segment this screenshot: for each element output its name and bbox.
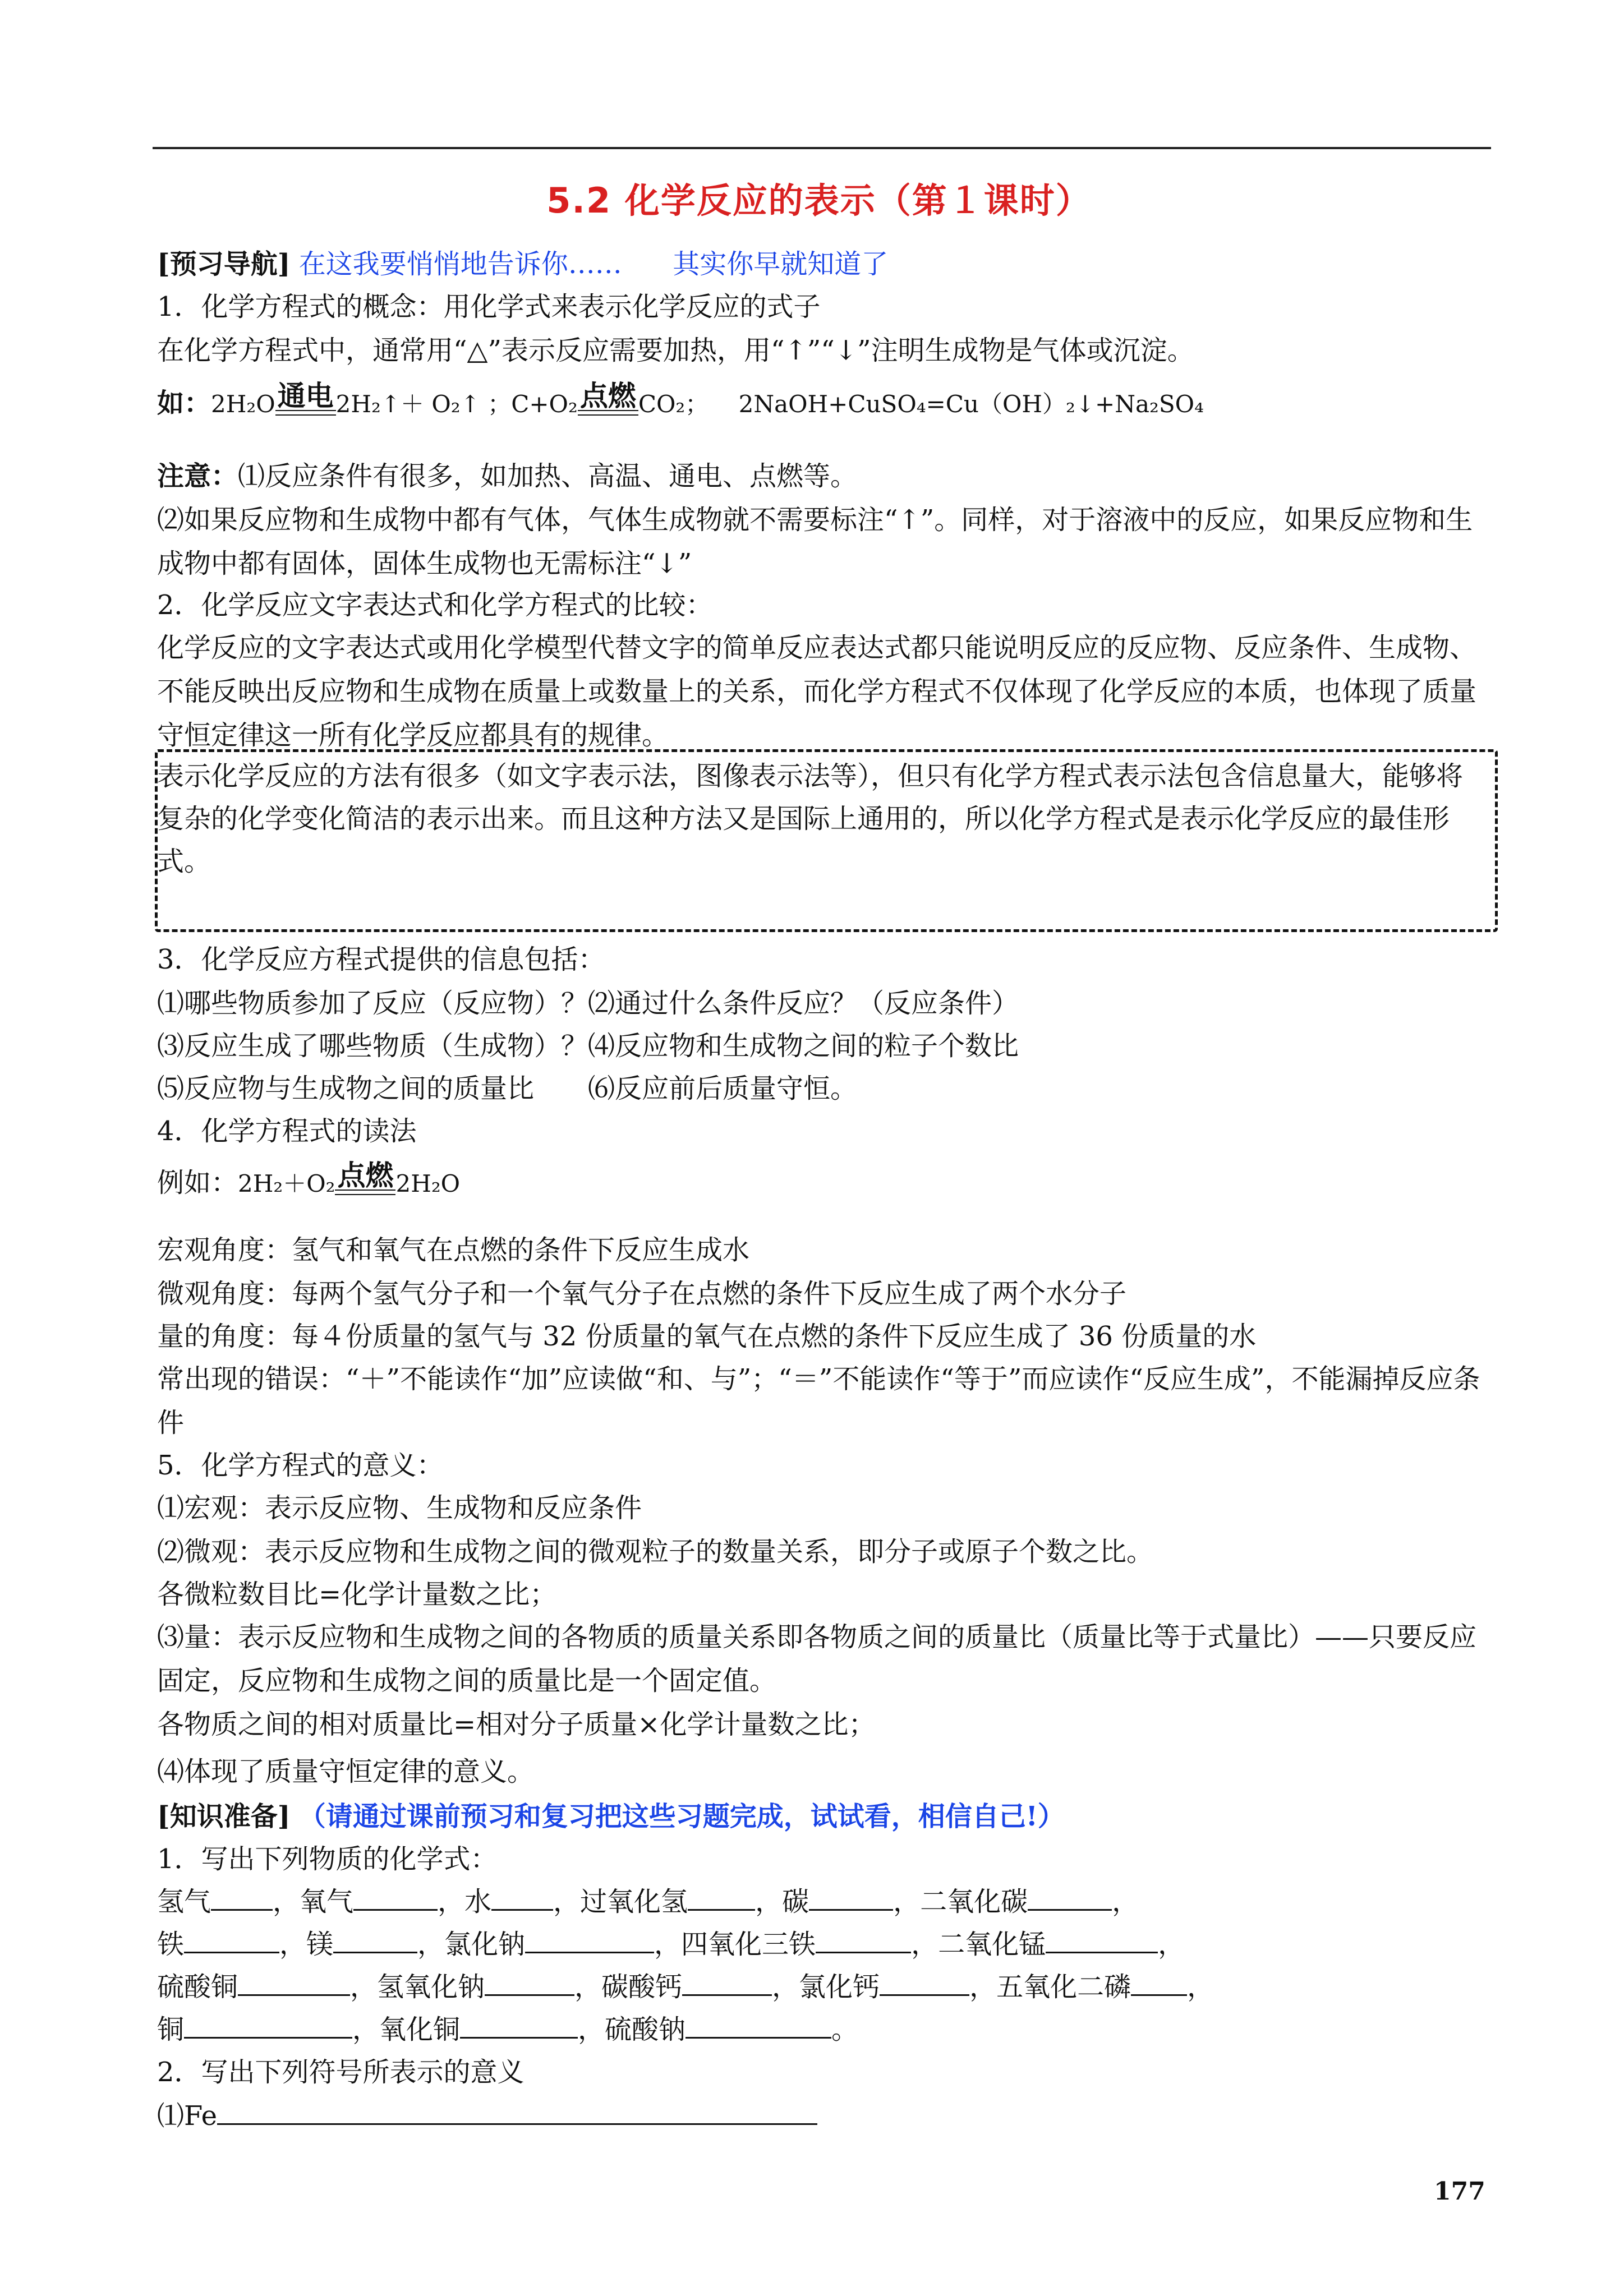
term-water: ，水 (438, 1886, 492, 1917)
term-copper-sulfate: 硫酸铜 (157, 1971, 238, 2003)
prep-row-1 (157, 1880, 1481, 1924)
s4-eq-left: 2H₂＋O₂ (238, 1170, 335, 1197)
answer-blank[interactable] (880, 1972, 969, 1996)
highlight-box-text: 表示化学反应的方法有很多（如文字表示法，图像表示法等），但只有化学方程式表示法包含信息量大，能够将复杂的化学变化简洁的表示出来。而且这种方法又是国际上通用的，所以化学方程式是表示化学反应的最佳形式。 (157, 760, 1464, 877)
page-number: 177 (1434, 2177, 1485, 2206)
term-calcium-chloride: ，氯化钙 (772, 1971, 880, 2003)
term-carbon-dioxide: ，二氧化碳 (893, 1886, 1028, 1917)
note-label: 注意： (157, 460, 238, 492)
answer-blank[interactable] (816, 1929, 911, 1953)
answer-blank[interactable] (353, 1887, 438, 1911)
term-manganese-dioxide: ，二氧化锰 (911, 1929, 1046, 1960)
s1-equations (157, 381, 1481, 426)
preview-tagline-2: 其实你早就知道了 (673, 248, 889, 280)
term-hydrogen: 氢气 (157, 1886, 211, 1917)
s5-line-3: 各微粒数目比=化学计量数之比； (157, 1579, 557, 1610)
s4-eq-condition: 点燃 (335, 1161, 395, 1190)
answer-blank[interactable] (1046, 1929, 1158, 1953)
s4-example-label: 例如： (157, 1167, 238, 1198)
eq2-right: CO₂； (638, 390, 709, 418)
prep-row-3 (157, 1965, 1481, 2009)
eq1-condition: 通电 (275, 382, 336, 410)
s3-line-3: ⑸反应物与生成物之间的质量比 ⑹反应前后质量守恒。 (157, 1073, 858, 1104)
term-sodium-hydroxide: ，氢氧化钠 (350, 1971, 485, 2003)
eq1-right: 2H₂↑＋ O₂↑ (335, 390, 480, 418)
term-phosphorus-pentoxide: ，五氧化二磷 (969, 1971, 1131, 2003)
answer-blank[interactable] (1028, 1887, 1112, 1911)
term-magnesium: ，镁 (279, 1929, 334, 1960)
answer-blank[interactable] (460, 2014, 578, 2039)
term-sodium-sulfate: ，硫酸钠 (578, 2014, 686, 2045)
term-iron-oxide: ，四氧化三铁 (654, 1929, 816, 1960)
page-title: 5.2 化学反应的表示（第１课时） (546, 180, 1092, 221)
s1-heading: 1．化学方程式的概念：用化学式来表示化学反应的式子 (157, 291, 821, 322)
eq3: 2NaOH+CuSO₄=Cu（OH）₂↓+Na₂SO₄ (738, 390, 1204, 418)
prep-label: [知识准备] (157, 1801, 291, 1832)
preview-line (157, 242, 1481, 286)
header-rule (153, 147, 1491, 149)
s4-eq-right: 2H₂O (395, 1170, 461, 1197)
prep-line (157, 1795, 1481, 1838)
separator: ， (1112, 1886, 1139, 1917)
term-copper-oxide: ，氧化铜 (352, 2014, 461, 2045)
eq2-condition: 点燃 (578, 382, 638, 410)
prep-tagline: （请通过课前预习和复习把这些习题完成，试试看，相信自己!） (298, 1801, 1065, 1832)
s5-line-5: 各物质之间的相对质量比=相对分子质量×化学计量数之比； (157, 1709, 876, 1740)
answer-blank[interactable] (211, 1887, 273, 1911)
s4-macro: 宏观角度：氢气和氧气在点燃的条件下反应生成水 (157, 1234, 750, 1266)
prep-q2-item-1 (157, 2094, 1481, 2138)
prep-row-4 (157, 2008, 1481, 2051)
answer-blank[interactable] (1131, 1972, 1187, 1996)
term-iron: 铁 (157, 1929, 185, 1960)
answer-blank[interactable] (682, 1972, 772, 1996)
s4-micro: 微观角度：每两个氢气分子和一个氧气分子在点燃的条件下反应生成了两个水分子 (157, 1278, 1127, 1310)
eq1-left: 2H₂O (211, 390, 275, 418)
note-2: ⑵如果反应物和生成物中都有气体，气体生成物就不需要标注“↑”。同样，对于溶液中的反应，如果反应物和生成物中都有固体，固体生成物也无需标注“↓” (157, 504, 1473, 579)
s5-heading: 5．化学方程式的意义： (157, 1450, 444, 1481)
answer-blank[interactable] (686, 2014, 831, 2039)
term-hydrogen-peroxide: ，过氧化氢 (553, 1886, 688, 1917)
s4-quant: 量的角度：每４份质量的氢气与 32 份质量的氧气在点燃的条件下反应生成了 36 份质量的水 (157, 1321, 1257, 1352)
prep-q2: 2．写出下列符号所表示的意义 (157, 2057, 525, 2088)
preview-label: [预习导航] (157, 248, 291, 280)
answer-blank[interactable] (333, 1929, 417, 1953)
eq-separator: ； (487, 390, 512, 418)
answer-blank[interactable] (485, 1972, 574, 1996)
s3-heading: 3．化学反应方程式提供的信息包括： (157, 944, 605, 975)
term-copper: 铜 (157, 2014, 185, 2045)
answer-blank[interactable] (238, 1972, 350, 1996)
term-carbon: ，碳 (755, 1886, 809, 1917)
s1-line: 在化学方程式中，通常用“△”表示反应需要加热，用“↑”“↓”注明生成物是气体或沉淀。 (157, 335, 1194, 366)
note-1-text: ⑴反应条件有很多，如加热、高温、通电、点燃等。 (238, 460, 858, 492)
eq2-left: C+O₂ (511, 390, 578, 418)
term-sodium-chloride: ，氯化钠 (417, 1929, 526, 1960)
term-calcium-carbonate: ，碳酸钙 (574, 1971, 683, 2003)
separator: ， (1158, 1929, 1185, 1960)
s4-heading: 4．化学方程式的读法 (157, 1115, 417, 1147)
s3-line-1: ⑴哪些物质参加了反应（反应物）？⑵通过什么条件反应？（反应条件） (157, 988, 1019, 1019)
s2-body: 化学反应的文字表达式或用化学模型代替文字的简单反应表达式都只能说明反应的反应物、反应条件、生成物、不能反映出反应物和生成物在质量上或数量上的关系，而化学方程式不仅体现了化学反应的本质，也体现了质量守恒定律这一所有化学反应都具有的规律。 (157, 632, 1477, 751)
s4-error: 常出现的错误：“＋”不能读作“加”应读做“和、与”；“＝”不能读作“等于”而应读作“反应生成”，不能漏掉反应条件 (157, 1363, 1480, 1439)
answer-blank[interactable] (688, 1887, 755, 1911)
answer-blank[interactable] (184, 2014, 352, 2039)
answer-blank[interactable] (217, 2101, 817, 2125)
s3-line-2: ⑶反应生成了哪些物质（生成物）？⑷反应物和生成物之间的粒子个数比 (157, 1030, 1019, 1062)
q2-item-label: ⑴Fe (157, 2100, 218, 2132)
s5-line-4: ⑶量：表示反应物和生成物之间的各物质的质量关系即各物质之间的质量比（质量比等于式量比）——只要反应固定，反应物和生成物之间的质量比是一个固定值。 (157, 1621, 1477, 1696)
term-oxygen: ，氧气 (273, 1886, 354, 1917)
answer-blank[interactable] (525, 1929, 654, 1953)
answer-blank[interactable] (184, 1929, 279, 1953)
s5-line-2: ⑵微观：表示反应物和生成物之间的微观粒子的数量关系，即分子或原子个数之比。 (157, 1536, 1154, 1567)
separator: 。 (831, 2014, 859, 2045)
s4-example (157, 1161, 1481, 1206)
example-label: 如： (157, 388, 211, 419)
preview-tagline-1: 在这我要悄悄地告诉你…… (298, 248, 622, 280)
prep-q1: 1．写出下列物质的化学式： (157, 1843, 498, 1875)
separator: ， (1187, 1971, 1214, 2003)
answer-blank[interactable] (809, 1887, 893, 1911)
prep-row-2 (157, 1922, 1481, 1966)
s2-heading: 2．化学反应文字表达式和化学方程式的比较： (157, 589, 713, 621)
s5-line-6: ⑷体现了质量守恒定律的意义。 (157, 1756, 535, 1787)
answer-blank[interactable] (491, 1887, 553, 1911)
s5-line-1: ⑴宏观：表示反应物、生成物和反应条件 (157, 1492, 642, 1524)
note-1 (157, 454, 1481, 498)
